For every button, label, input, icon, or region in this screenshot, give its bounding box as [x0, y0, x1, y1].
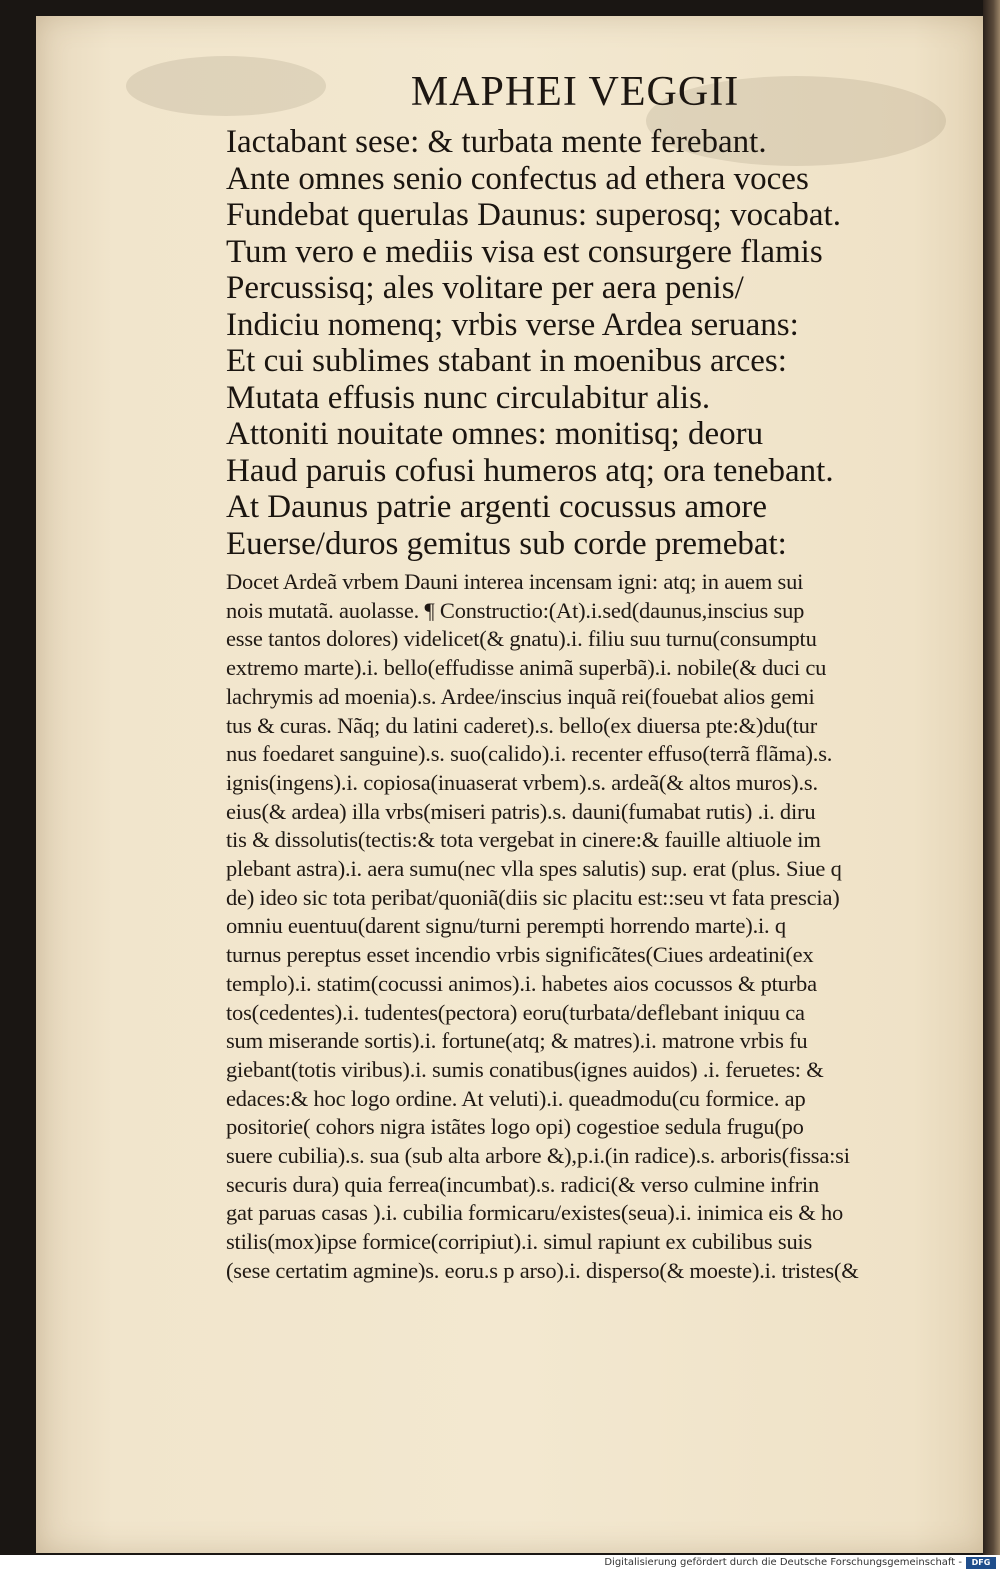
- verse-line: At Daunus patrie argenti cocussus amore: [226, 489, 767, 525]
- verse-block: [226, 124, 946, 562]
- commentary-line: turnus pereptus esset incendio vrbis significãtes(Ciues ardeatini(ex: [226, 942, 814, 968]
- commentary-line: tis & dissolutis(tectis:& tota vergebat in cinere:& fauille altiuole im: [226, 827, 821, 853]
- verse-line: Euerse/duros gemitus sub corde premebat:: [226, 525, 787, 562]
- commentary-line: extremo marte).i. bello(effudisse animã superbã).i. nobile(& duci cu: [226, 655, 827, 681]
- verse-line: Iactabant sese: & turbata mente ferebant.: [226, 124, 767, 160]
- page-edge-shadow: [983, 0, 1000, 1555]
- commentary-line: giebant(totis viribus).i. sumis conatibus(ignes auidos) .i. feruetes: &: [226, 1056, 824, 1082]
- verse-line: Tum vero e mediis visa est consurgere flamis: [226, 233, 823, 270]
- commentary-line: tus & curas. Nãq; du latini caderet).s. bello(ex diuersa pte:&)du(tur: [226, 712, 818, 738]
- dfg-logo: DFG: [966, 1557, 996, 1569]
- commentary-line: eius(& ardea) illa vrbs(miseri patris).s. dauni(fumabat rutis) .i. diru: [226, 798, 816, 824]
- commentary-line: (sese certatim agmine)s. eoru.s p arso).i. disperso(& moeste).i. tristes(&: [226, 1257, 859, 1283]
- commentary-line: plebant astra).i. aera sumu(nec vlla spes salutis) sup. erat (plus. Siue q: [226, 856, 842, 882]
- commentary-line: omniu euentuu(darent signu/turni perempti horrendo marte).i. q: [226, 913, 786, 939]
- verse-line: Ante omnes senio confectus ad ethera voces: [226, 160, 809, 197]
- commentary-line: nus foedaret sanguine).s. suo(calido).i. recenter effuso(terrã flãma).s.: [226, 741, 833, 767]
- commentary-line: suere cubilia).s. sua (sub alta arbore &),p.i.(in radice).s. arboris(fissa:si: [226, 1143, 850, 1169]
- commentary-line: stilis(mox)ipse formice(corripiut).i. simul rapiunt ex cubilibus suis: [226, 1229, 813, 1255]
- verse-line: Attoniti nouitate omnes: monitisq; deoru: [226, 416, 764, 452]
- commentary-line: nois mutatã. auolasse. ¶ Constructio:(At).i.sed(daunus,inscius sup: [226, 597, 805, 623]
- running-title: MAPHEI VEGGII: [410, 69, 740, 115]
- commentary-line: esse tantos dolores) videlicet(& gnatu).i. filiu suu turnu(consumptu: [226, 626, 817, 652]
- verse-line: Indiciu nomenq; vrbis verse Ardea seruans:: [226, 306, 799, 343]
- commentary-line: securis dura) quia ferrea(incumbat).s. radici(& verso culmine infrin: [226, 1171, 820, 1197]
- verse-line: Haud paruis cofusi humeros atq; ora tenebant.: [226, 452, 834, 489]
- commentary-line: edaces:& hoc logo ordine. At veluti).i. queadmodu(cu formice. ap: [226, 1085, 806, 1111]
- verse-line: Et cui sublimes stabant in moenibus arces:: [226, 343, 787, 379]
- commentary-block: [226, 568, 946, 1286]
- commentary-line: tos(cedentes).i. tudentes(pectora) eoru(turbata/deflebant iniquu ca: [226, 999, 805, 1025]
- commentary-line: gat paruas casas ).i. cubilia formicaru/existes(seua).i. inimica eis & ho: [226, 1200, 844, 1226]
- commentary-line: sum miserande sortis).i. fortune(atq; & matres).i. matrone vrbis fu: [226, 1028, 808, 1054]
- commentary-line: ignis(ingens).i. copiosa(inuaserat vrbem).s. ardeã(& altos muros).s.: [226, 769, 818, 795]
- digitization-credit: Digitalisierung gefördert durch die Deutsche Forschungsgemeinschaft -: [604, 1557, 962, 1568]
- commentary-line: de) ideo sic tota peribat/quoniã(diis sic placitu est::seu vt fata prescia): [226, 884, 840, 910]
- commentary-line: lachrymis ad moenia).s. Ardee/inscius inquã rei(fouebat alios gemi: [226, 683, 815, 709]
- verse-line: Percussisq; ales volitare per aera penis/: [226, 270, 744, 306]
- commentary-line: positorie( cohors nigra istãtes logo opi) cogestioe sedula frugu(po: [226, 1114, 804, 1140]
- commentary-line: Docet Ardeã vrbem Dauni interea incensam igni: atq; in auem sui: [226, 569, 804, 594]
- commentary-line: templo).i. statim(cocussi animos).i. habetes aios cocussos & pturba: [226, 970, 817, 996]
- verse-line: Mutata effusis nunc circulabitur alis.: [226, 379, 711, 416]
- verse-line: Fundebat querulas Daunus: superosq; vocabat.: [226, 197, 841, 233]
